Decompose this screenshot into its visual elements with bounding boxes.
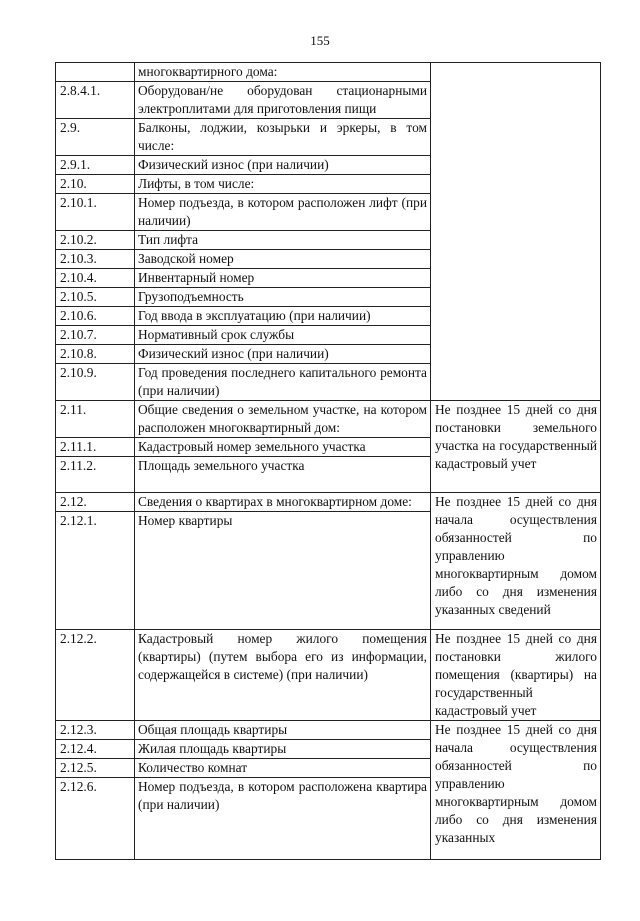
item-description: Оборудован/не оборудован стационарными электроплитами для приготовления пищи — [135, 82, 431, 119]
deadline-apartments: Не позднее 15 дней со дня начала осуществления обязанностей по управлению многоквартирным домом либо со дня изменения указанных сведений — [431, 493, 601, 630]
item-number: 2.10.6. — [56, 307, 135, 326]
item-description: Год проведения последнего капитального ремонта (при наличии) — [135, 364, 431, 401]
item-description: Кадастровый номер жилого помещения (квартиры) (путем выбора его из информации, содержащейся в системе) (при наличии) — [135, 630, 431, 721]
item-description: Лифты, в том числе: — [135, 175, 431, 194]
building-info-table — [55, 62, 601, 860]
item-description: Физический износ (при наличии) — [135, 345, 431, 364]
item-number: 2.10. — [56, 175, 135, 194]
item-number: 2.10.7. — [56, 326, 135, 345]
item-number: 2.10.9. — [56, 364, 135, 401]
item-description: Сведения о квартирах в многоквартирном доме: — [135, 493, 431, 512]
table-row — [56, 401, 601, 438]
item-description: Номер подъезда, в котором расположена квартира (при наличии) — [135, 778, 431, 860]
item-number: 2.10.4. — [56, 269, 135, 288]
item-description: Жилая площадь квартиры — [135, 740, 431, 759]
item-description: Общая площадь квартиры — [135, 721, 431, 740]
item-description: Площадь земельного участка — [135, 457, 431, 493]
item-description: Нормативный срок службы — [135, 326, 431, 345]
item-number: 2.10.1. — [56, 194, 135, 231]
item-number: 2.12.4. — [56, 740, 135, 759]
item-description: Номер квартиры — [135, 512, 431, 630]
item-number — [56, 63, 135, 82]
item-description: многоквартирного дома: — [135, 63, 431, 82]
table-row — [56, 630, 601, 721]
deadline-apartment-details: Не позднее 15 дней со дня начала осуществления обязанностей по управлению многоквартирным домом либо со дня изменения указанных — [431, 721, 601, 860]
item-description: Балконы, лоджии, козырьки и эркеры, в том числе: — [135, 119, 431, 156]
item-number: 2.10.8. — [56, 345, 135, 364]
item-description: Кадастровый номер земельного участка — [135, 438, 431, 457]
item-number: 2.12.6. — [56, 778, 135, 860]
item-number: 2.11. — [56, 401, 135, 438]
page-number: 155 — [310, 33, 330, 48]
table-row — [56, 493, 601, 512]
item-number: 2.9.1. — [56, 156, 135, 175]
table-row — [56, 63, 601, 82]
item-description: Общие сведения о земельном участке, на котором расположен многоквартирный дом: — [135, 401, 431, 438]
item-number: 2.11.1. — [56, 438, 135, 457]
deadline-cell-empty — [431, 63, 601, 401]
item-description: Инвентарный номер — [135, 269, 431, 288]
item-number: 2.12.1. — [56, 512, 135, 630]
item-description: Номер подъезда, в котором расположен лифт (при наличии) — [135, 194, 431, 231]
item-number: 2.10.5. — [56, 288, 135, 307]
item-number: 2.12.3. — [56, 721, 135, 740]
table-row — [56, 721, 601, 740]
item-description: Заводской номер — [135, 250, 431, 269]
item-description: Количество комнат — [135, 759, 431, 778]
item-number: 2.12. — [56, 493, 135, 512]
deadline-cadastral: Не позднее 15 дней со дня постановки жилого помещения (квартиры) на государственный кадастровый учет — [431, 630, 601, 721]
item-number: 2.10.2. — [56, 231, 135, 250]
item-description: Тип лифта — [135, 231, 431, 250]
item-description: Грузоподъемность — [135, 288, 431, 307]
item-number: 2.12.5. — [56, 759, 135, 778]
item-number: 2.8.4.1. — [56, 82, 135, 119]
item-number: 2.11.2. — [56, 457, 135, 493]
item-number: 2.12.2. — [56, 630, 135, 721]
item-description: Год ввода в эксплуатацию (при наличии) — [135, 307, 431, 326]
item-number: 2.9. — [56, 119, 135, 156]
deadline-land: Не позднее 15 дней со дня постановки земельного участка на государственный кадастровый учет — [431, 401, 601, 493]
item-description: Физический износ (при наличии) — [135, 156, 431, 175]
item-number: 2.10.3. — [56, 250, 135, 269]
